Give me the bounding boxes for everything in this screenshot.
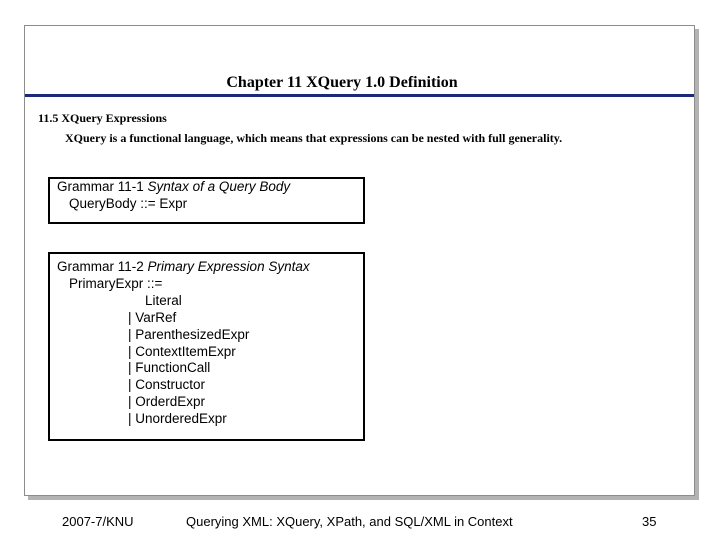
section-text: XQuery is a functional language, which means that expressions can be nested with full generality.	[65, 131, 563, 145]
grammar-rule: QueryBody ::= Expr	[69, 196, 188, 211]
grammar-alternative: | FunctionCall	[128, 360, 211, 375]
grammar-alternative: | ParenthesizedExpr	[128, 327, 250, 342]
footer-book-title: Querying XML: XQuery, XPath, and SQL/XML in Context	[186, 514, 513, 529]
grammar-alternative: | ContextItemExpr	[128, 344, 236, 359]
footer-date: 2007-7/KNU	[62, 514, 134, 529]
grammar-label: Grammar 11-1	[57, 179, 144, 194]
title-divider	[25, 94, 694, 97]
grammar-box-query-body	[48, 177, 365, 224]
grammar-title	[57, 259, 310, 276]
slide-title: Chapter 11 XQuery 1.0 Definition	[226, 74, 458, 91]
slide	[24, 25, 695, 496]
grammar-alternative: | VarRef	[128, 310, 177, 325]
grammar-label: Grammar 11-2	[57, 259, 144, 274]
grammar-alternative: | Constructor	[128, 377, 206, 392]
grammar-box-primary-expr	[48, 252, 365, 441]
grammar-rule-head: PrimaryExpr ::=	[69, 276, 163, 291]
section-heading: 11.5 XQuery Expressions	[38, 111, 167, 125]
grammar-alternative: | OrderdExpr	[128, 394, 206, 409]
grammar-name: Syntax of a Query Body	[147, 179, 291, 194]
grammar-alternative: Literal	[145, 293, 182, 308]
footer-page-number: 35	[642, 514, 657, 529]
grammar-title	[57, 179, 290, 196]
grammar-alternative: | UnorderedExpr	[128, 411, 227, 426]
grammar-name: Primary Expression Syntax	[147, 259, 310, 274]
